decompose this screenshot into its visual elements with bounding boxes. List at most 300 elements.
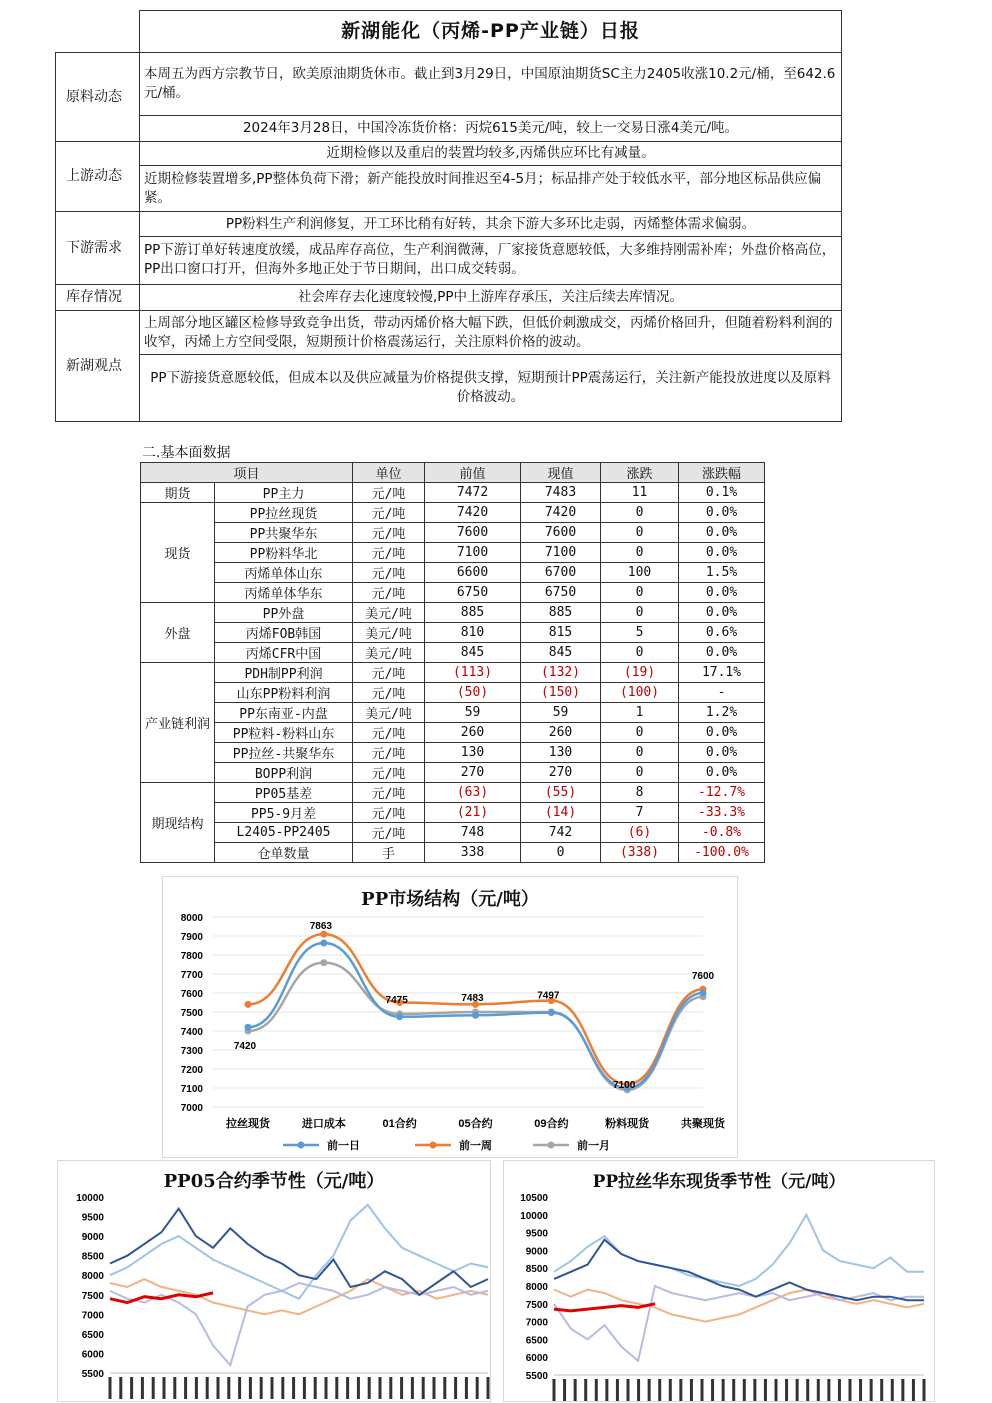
pp05-seasonality-chart (57, 1160, 491, 1402)
y-tick-label: 9000 (81, 1232, 104, 1244)
x-tick-mark (901, 1379, 904, 1401)
cell-pct: - (679, 683, 765, 703)
x-tick-mark (711, 1379, 714, 1401)
x-tick-mark (743, 1379, 746, 1401)
legend-label: 前一月 (577, 1140, 610, 1152)
chart3-svg (504, 1161, 934, 1401)
cell-item: PP粉料华北 (215, 543, 353, 563)
cell-curr: 260 (521, 723, 601, 743)
table-row (141, 483, 765, 503)
report-title: 新湖能化（丙烯-PP产业链）日报 (140, 11, 842, 53)
cell-unit: 元/吨 (353, 763, 425, 783)
x-tick-mark (817, 1379, 820, 1401)
inventory-text: 社会库存去化速度较慢,PP中上游库存承压，关注后续去库情况。 (140, 284, 842, 310)
downstream-label: 下游需求 (56, 212, 140, 285)
legend-label: 前一周 (459, 1140, 492, 1152)
x-tick-mark (141, 1377, 144, 1399)
legend-label: 前一日 (327, 1140, 360, 1152)
upstream-label: 上游动态 (56, 141, 140, 212)
x-tick-mark (433, 1377, 436, 1399)
chart1-title: PP市场结构（元/吨） (361, 889, 539, 910)
cell-chg: 7 (601, 803, 679, 823)
cell-item: PP东南亚-内盘 (215, 703, 353, 723)
x-tick-mark (271, 1377, 274, 1399)
cell-unit: 元/吨 (353, 583, 425, 603)
cell-curr: (14) (521, 803, 601, 823)
x-tick-mark (249, 1377, 252, 1399)
cell-unit: 美元/吨 (353, 703, 425, 723)
data-point (548, 1009, 555, 1016)
cell-prev: (50) (425, 683, 521, 703)
table-row (141, 643, 765, 663)
cell-chg: (6) (601, 823, 679, 843)
downstream-text-1: PP粉料生产利润修复，开工环比稍有好转，其余下游大多环比走弱，丙烯整体需求偏弱。 (140, 212, 842, 236)
y-tick-label: 8500 (525, 1264, 548, 1276)
y-tick-label: 10500 (520, 1193, 548, 1204)
x-tick-label: 进口成本 (301, 1118, 346, 1130)
cell-curr: 742 (521, 823, 601, 843)
cell-prev: (63) (425, 783, 521, 803)
cell-unit: 元/吨 (353, 683, 425, 703)
season-line-1 (110, 1205, 488, 1299)
raw-material-label: 原料动态 (56, 53, 140, 142)
x-tick-mark (335, 1377, 338, 1399)
x-tick-mark (227, 1377, 230, 1399)
x-tick-mark (870, 1379, 873, 1401)
x-tick-mark (173, 1377, 176, 1399)
table-row (141, 703, 765, 723)
cell-curr: 885 (521, 603, 601, 623)
x-tick-mark (217, 1377, 220, 1399)
data-point (320, 940, 327, 947)
cell-item: 仓单数量 (215, 843, 353, 863)
viewpoint-text-2: PP下游接货意愿较低，但成本以及供应减量为价格提供支撑，短期预计PP震荡运行，关注新产能投放进度以及原料价格波动。 (140, 355, 842, 422)
y-tick-label: 8000 (180, 913, 203, 924)
x-tick-label: 01合约 (382, 1118, 417, 1130)
cell-chg: 0 (601, 523, 679, 543)
cell-item: PP拉丝-共聚华东 (215, 743, 353, 763)
cell-prev: 130 (425, 743, 521, 763)
y-tick-label: 9500 (81, 1212, 104, 1224)
cell-chg: 0 (601, 603, 679, 623)
cell-unit: 元/吨 (353, 543, 425, 563)
cell-prev: 270 (425, 763, 521, 783)
group-cell: 现货 (141, 503, 215, 603)
cell-prev: 59 (425, 703, 521, 723)
x-tick-mark (152, 1377, 155, 1399)
y-tick-label: 7000 (81, 1310, 104, 1322)
cell-curr: 7600 (521, 523, 601, 543)
cell-curr: 845 (521, 643, 601, 663)
x-tick-mark (701, 1379, 704, 1401)
y-tick-label: 8500 (81, 1251, 104, 1263)
market-structure-chart (162, 876, 738, 1158)
cell-item: PP共聚华东 (215, 523, 353, 543)
cell-prev: 6600 (425, 563, 521, 583)
cell-chg: (19) (601, 663, 679, 683)
cell-pct: -0.8% (679, 823, 765, 843)
data-point (396, 1013, 403, 1020)
x-tick-mark (679, 1379, 682, 1401)
cell-prev: 6750 (425, 583, 521, 603)
y-tick-label: 7000 (525, 1317, 548, 1329)
cell-pct: 0.0% (679, 523, 765, 543)
cell-item: 丙烯CFR中国 (215, 643, 353, 663)
x-tick-label: 05合约 (458, 1118, 493, 1130)
x-tick-mark (119, 1377, 122, 1399)
x-tick-label: 拉丝现货 (226, 1118, 270, 1130)
legend-marker (430, 1142, 437, 1149)
x-tick-mark (637, 1379, 640, 1401)
cell-pct: -12.7% (679, 783, 765, 803)
x-tick-mark (553, 1379, 556, 1401)
table-row (141, 663, 765, 683)
x-tick-mark (476, 1377, 479, 1399)
cell-chg: (338) (601, 843, 679, 863)
cell-item: PP拉丝现货 (215, 503, 353, 523)
cell-item: BOPP利润 (215, 763, 353, 783)
cell-pct: 0.0% (679, 763, 765, 783)
cell-curr: 7420 (521, 503, 601, 523)
data-label: 7863 (309, 921, 332, 933)
x-tick-mark (281, 1377, 284, 1399)
x-tick-mark (422, 1377, 425, 1399)
cell-pct: 1.2% (679, 703, 765, 723)
table-row (141, 623, 765, 643)
cell-item: PP外盘 (215, 603, 353, 623)
cell-curr: 6700 (521, 563, 601, 583)
cell-prev: 748 (425, 823, 521, 843)
x-tick-mark (314, 1377, 317, 1399)
y-tick-label: 7800 (180, 951, 203, 962)
cell-unit: 元/吨 (353, 483, 425, 503)
cell-chg: 0 (601, 503, 679, 523)
cell-item: L2405-PP2405 (215, 823, 353, 843)
x-tick-mark (109, 1377, 112, 1399)
table-row (141, 523, 765, 543)
y-tick-label: 7300 (180, 1046, 203, 1057)
upstream-text-2: 近期检修装置增多,PP整体负荷下滑；新产能投放时间推迟至4-5月；标品排产处于较低水平，部分地区标品供应偏紧。 (140, 166, 842, 212)
x-tick-mark (379, 1377, 382, 1399)
x-tick-mark (574, 1379, 577, 1401)
y-tick-label: 9000 (525, 1246, 548, 1258)
x-tick-mark (303, 1377, 306, 1399)
cell-item: 丙烯FOB韩国 (215, 623, 353, 643)
x-tick-mark (400, 1377, 403, 1399)
table-row (141, 823, 765, 843)
y-tick-label: 7000 (180, 1103, 203, 1114)
header-unit: 单位 (353, 463, 425, 483)
cell-unit: 元/吨 (353, 723, 425, 743)
cell-unit: 美元/吨 (353, 623, 425, 643)
table-row (141, 583, 765, 603)
cell-unit: 元/吨 (353, 523, 425, 543)
cell-chg: 1 (601, 703, 679, 723)
chart1-svg (163, 877, 737, 1157)
cell-chg: 0 (601, 723, 679, 743)
x-tick-mark (838, 1379, 841, 1401)
x-tick-mark (827, 1379, 830, 1401)
x-tick-mark (849, 1379, 852, 1401)
cell-curr: 7483 (521, 483, 601, 503)
y-tick-label: 7100 (180, 1084, 203, 1095)
x-tick-mark (292, 1377, 295, 1399)
cell-prev: 338 (425, 843, 521, 863)
x-tick-mark (357, 1377, 360, 1399)
cell-unit: 元/吨 (353, 663, 425, 683)
y-tick-label: 10000 (520, 1210, 548, 1222)
pp-drawing-seasonality-chart (503, 1160, 935, 1402)
cell-pct: 0.0% (679, 503, 765, 523)
table-row (141, 763, 765, 783)
cell-unit: 手 (353, 843, 425, 863)
data-point (700, 990, 707, 997)
cell-pct: 0.0% (679, 543, 765, 563)
cell-curr: 130 (521, 743, 601, 763)
cell-chg: 0 (601, 743, 679, 763)
data-label: 7483 (461, 993, 484, 1005)
x-tick-mark (859, 1379, 862, 1401)
x-tick-mark (184, 1377, 187, 1399)
x-tick-mark (806, 1379, 809, 1401)
y-tick-label: 6000 (525, 1353, 548, 1365)
cell-prev: 885 (425, 603, 521, 623)
chart2-title: PP05合约季节性（元/吨） (163, 1171, 385, 1192)
cell-prev: 7472 (425, 483, 521, 503)
cell-pct: 0.0% (679, 603, 765, 623)
group-cell: 期货 (141, 483, 215, 503)
table-row (141, 543, 765, 563)
x-tick-mark (732, 1379, 735, 1401)
cell-unit: 美元/吨 (353, 643, 425, 663)
data-label: 7497 (537, 990, 560, 1002)
season-line-1 (554, 1215, 924, 1286)
x-tick-mark (796, 1379, 799, 1401)
header-curr: 现值 (521, 463, 601, 483)
cell-prev: (113) (425, 663, 521, 683)
y-tick-label: 8000 (525, 1282, 548, 1293)
x-tick-mark (880, 1379, 883, 1401)
series-line-2 (248, 963, 703, 1090)
cell-item: PP05基差 (215, 783, 353, 803)
x-tick-mark (912, 1379, 915, 1401)
x-tick-mark (238, 1377, 241, 1399)
x-tick-mark (775, 1379, 778, 1401)
cell-unit: 元/吨 (353, 823, 425, 843)
data-point (245, 1001, 252, 1008)
cell-pct: 0.0% (679, 583, 765, 603)
y-tick-label: 7500 (180, 1008, 203, 1019)
cell-curr: (132) (521, 663, 601, 683)
table-row (141, 503, 765, 523)
table-row (141, 563, 765, 583)
cell-unit: 美元/吨 (353, 603, 425, 623)
x-tick-mark (658, 1379, 661, 1401)
season-line-0 (554, 1240, 924, 1301)
cell-curr: 815 (521, 623, 601, 643)
y-tick-label: 6500 (525, 1335, 548, 1347)
cell-item: 丙烯单体华东 (215, 583, 353, 603)
y-tick-label: 7700 (180, 970, 203, 981)
cell-pct: 0.1% (679, 483, 765, 503)
x-tick-mark (627, 1379, 630, 1401)
cell-pct: 0.0% (679, 643, 765, 663)
y-tick-label: 5500 (525, 1371, 548, 1382)
y-tick-label: 9500 (525, 1228, 548, 1240)
y-tick-label: 7200 (180, 1065, 203, 1076)
table-row (141, 603, 765, 623)
cell-item: PDH制PP利润 (215, 663, 353, 683)
x-tick-mark (443, 1377, 446, 1399)
inventory-label: 库存情况 (56, 284, 140, 310)
cell-pct: -33.3% (679, 803, 765, 823)
table-row (141, 783, 765, 803)
cell-curr: (150) (521, 683, 601, 703)
cell-pct: 0.6% (679, 623, 765, 643)
section-title: 二.基本面数据 (142, 445, 231, 461)
cell-curr: (55) (521, 783, 601, 803)
cell-prev: 260 (425, 723, 521, 743)
table-row (141, 803, 765, 823)
y-tick-label: 7500 (525, 1299, 548, 1311)
x-tick-label: 粉料现货 (605, 1118, 650, 1130)
cell-chg: 11 (601, 483, 679, 503)
cell-prev: 7100 (425, 543, 521, 563)
header-pct: 涨跌幅 (679, 463, 765, 483)
x-tick-mark (346, 1377, 349, 1399)
y-tick-label: 6000 (81, 1349, 104, 1361)
y-tick-label: 6500 (81, 1329, 104, 1341)
x-tick-mark (722, 1379, 725, 1401)
legend-marker (548, 1142, 555, 1149)
cell-unit: 元/吨 (353, 743, 425, 763)
x-tick-mark (411, 1377, 414, 1399)
x-tick-label: 09合约 (534, 1118, 569, 1130)
x-tick-mark (454, 1377, 457, 1399)
cell-unit: 元/吨 (353, 563, 425, 583)
cell-pct: 0.0% (679, 743, 765, 763)
cell-prev: 810 (425, 623, 521, 643)
x-tick-mark (764, 1379, 767, 1401)
table-row (141, 683, 765, 703)
data-label: 7420 (233, 1041, 257, 1053)
cell-unit: 元/吨 (353, 803, 425, 823)
y-tick-label: 7500 (81, 1290, 104, 1302)
x-tick-mark (923, 1379, 926, 1401)
table-row (141, 743, 765, 763)
upstream-text-1: 近期检修以及重启的装置均较多,丙烯供应环比有减量。 (140, 141, 842, 165)
cell-curr: 270 (521, 763, 601, 783)
cell-curr: 59 (521, 703, 601, 723)
x-tick-mark (584, 1379, 587, 1401)
cell-unit: 元/吨 (353, 503, 425, 523)
chart2-svg (58, 1161, 490, 1401)
y-tick-label: 7600 (180, 989, 203, 1000)
data-label: 7600 (691, 971, 715, 982)
group-cell: 外盘 (141, 603, 215, 663)
x-tick-mark (260, 1377, 263, 1399)
cell-prev: 845 (425, 643, 521, 663)
header-prev: 前值 (425, 463, 521, 483)
cell-curr: 6750 (521, 583, 601, 603)
x-tick-mark (130, 1377, 133, 1399)
data-point (245, 1024, 252, 1031)
x-tick-mark (753, 1379, 756, 1401)
header-item: 项目 (141, 463, 353, 483)
cell-pct: 0.0% (679, 723, 765, 743)
cell-chg: 0 (601, 583, 679, 603)
viewpoint-label: 新湖观点 (56, 311, 140, 422)
cell-item: PP粒料-粉料山东 (215, 723, 353, 743)
downstream-text-2: PP下游订单好转速度放缓，成品库存高位，生产利润微薄，厂家接货意愿较低，大多维持刚需补库；外盘价格高位，PP出口窗口打开，但海外多地正处于节日期间，出口成交转弱。 (140, 236, 842, 284)
x-tick-mark (648, 1379, 651, 1401)
data-point (320, 959, 327, 966)
daily-report-table (55, 10, 842, 422)
cell-item: 山东PP粉料利润 (215, 683, 353, 703)
raw-material-text-1: 本周五为西方宗教节日，欧美原油期货休市。截止到3月29日，中国原油期货SC主力2405收涨10.2元/桶，至642.6元/桶。 (140, 53, 842, 115)
cell-chg: 100 (601, 563, 679, 583)
x-tick-mark (487, 1377, 490, 1399)
y-tick-label: 10000 (76, 1193, 104, 1204)
data-label: 7475 (385, 994, 408, 1006)
x-tick-mark (605, 1379, 608, 1401)
cell-chg: 8 (601, 783, 679, 803)
cell-chg: 5 (601, 623, 679, 643)
x-tick-mark (690, 1379, 693, 1401)
y-tick-label: 7900 (180, 932, 203, 943)
legend-marker (298, 1142, 305, 1149)
y-tick-label: 7400 (180, 1027, 203, 1038)
group-cell: 期现结构 (141, 783, 215, 863)
cell-prev: 7420 (425, 503, 521, 523)
cell-prev: (21) (425, 803, 521, 823)
fundamental-data-table (140, 462, 765, 863)
x-tick-mark (616, 1379, 619, 1401)
cell-chg: 0 (601, 543, 679, 563)
x-tick-label: 共聚现货 (681, 1118, 725, 1130)
x-tick-mark (163, 1377, 166, 1399)
x-tick-mark (595, 1379, 598, 1401)
cell-curr: 0 (521, 843, 601, 863)
x-tick-mark (465, 1377, 468, 1399)
cell-prev: 7600 (425, 523, 521, 543)
cell-pct: 17.1% (679, 663, 765, 683)
chart3-title: PP拉丝华东现货季节性（元/吨） (592, 1172, 846, 1192)
x-tick-mark (891, 1379, 894, 1401)
data-point (472, 1012, 479, 1019)
table-row (141, 723, 765, 743)
header-change: 涨跌 (601, 463, 679, 483)
cell-item: PP主力 (215, 483, 353, 503)
season-line-0 (110, 1209, 488, 1295)
x-tick-mark (206, 1377, 209, 1399)
x-tick-mark (669, 1379, 672, 1401)
x-tick-mark (195, 1377, 198, 1399)
cell-pct: -100.0% (679, 843, 765, 863)
cell-chg: (100) (601, 683, 679, 703)
data-label: 7100 (613, 1080, 636, 1091)
cell-unit: 元/吨 (353, 783, 425, 803)
cell-item: 丙烯单体山东 (215, 563, 353, 583)
y-tick-label: 8000 (81, 1271, 104, 1283)
x-tick-mark (785, 1379, 788, 1401)
cell-pct: 1.5% (679, 563, 765, 583)
table-row (141, 843, 765, 863)
cell-chg: 0 (601, 763, 679, 783)
x-tick-mark (368, 1377, 371, 1399)
cell-item: PP5-9月差 (215, 803, 353, 823)
x-tick-mark (325, 1377, 328, 1399)
